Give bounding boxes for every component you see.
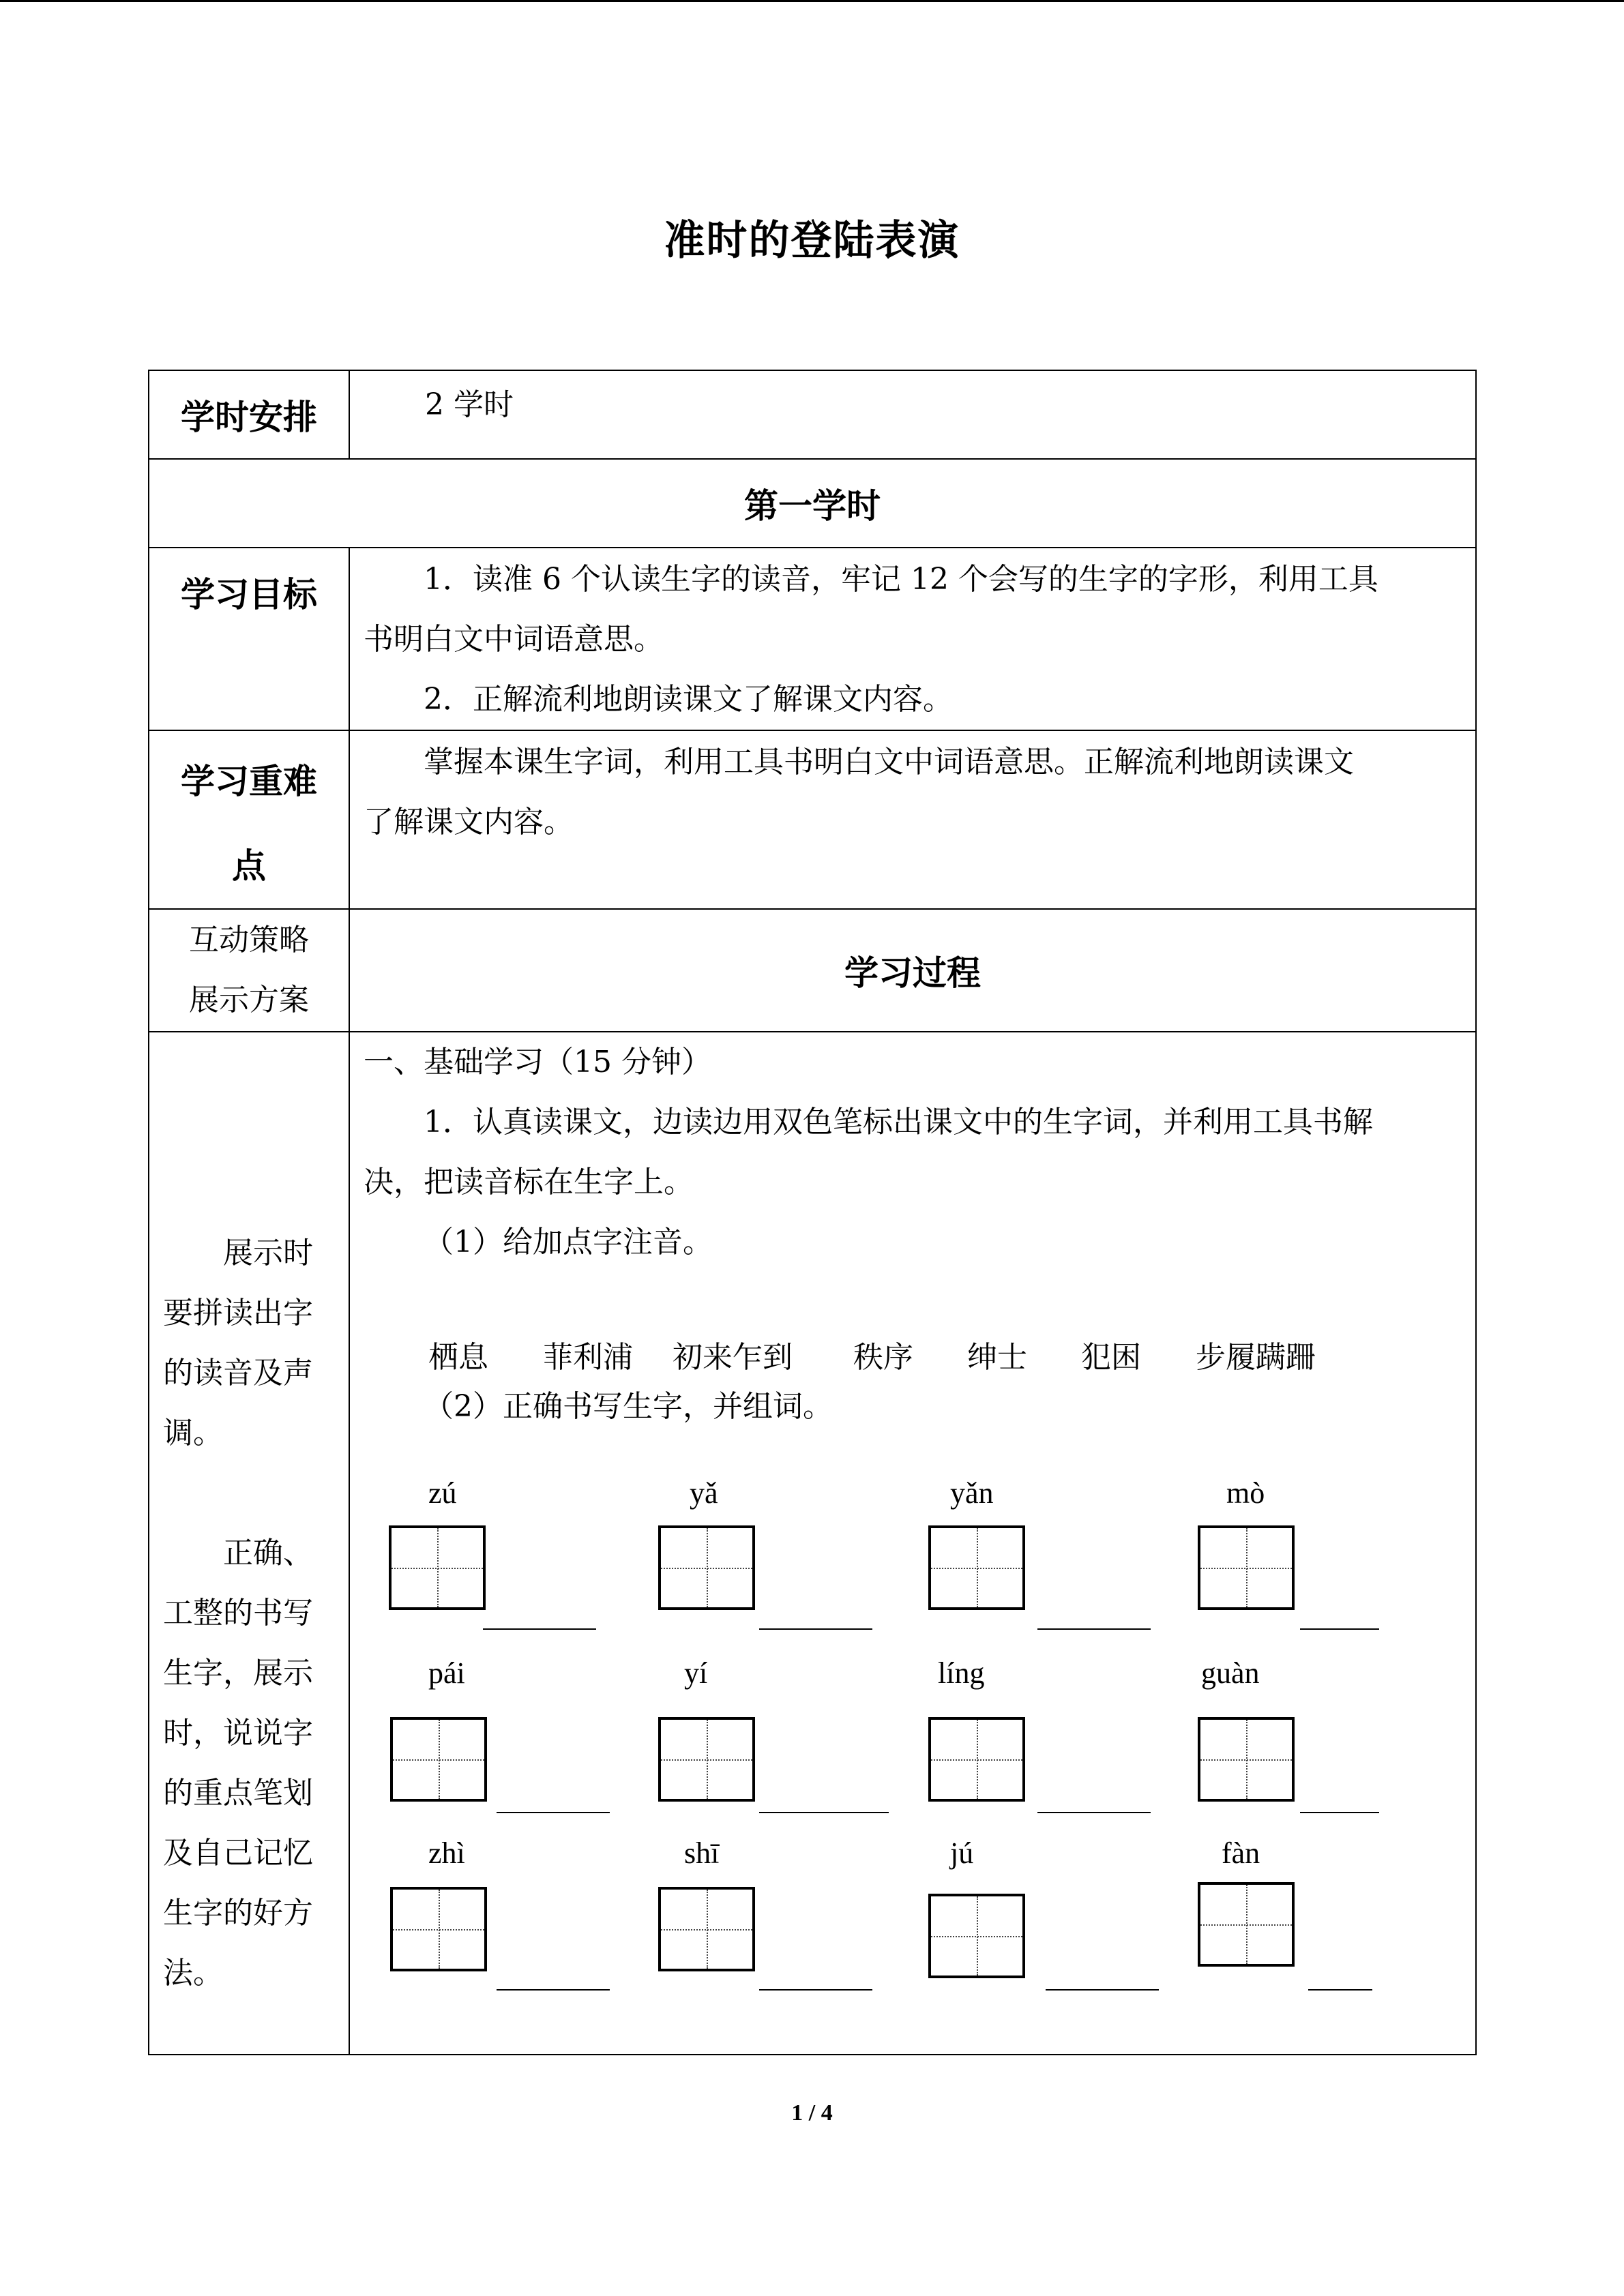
writing-box[interactable] [928, 1717, 1025, 1802]
page-number: 1 / 4 [791, 2100, 833, 2126]
process-step-1-cont: 决，把读音标在生字上。 [364, 1165, 694, 1199]
lesson-plan-table [148, 370, 1477, 2055]
left-notes-cell [149, 1032, 349, 2055]
word-blank[interactable] [1308, 1989, 1372, 1991]
word-blank[interactable] [1300, 1812, 1379, 1813]
pinyin-ling: líng [938, 1656, 985, 1690]
word-blank[interactable] [483, 1628, 596, 1630]
writing-box[interactable] [390, 1887, 487, 1971]
pinyin-guan: guàn [1201, 1656, 1260, 1690]
process-section-title: 一、基础学习（15 分钟） [364, 1045, 711, 1079]
key-points-row [149, 730, 1476, 909]
word-blank[interactable] [1037, 1812, 1151, 1813]
word-blank[interactable] [1046, 1989, 1159, 1991]
word-5: 绅士 [967, 1340, 1027, 1375]
word-3: 初来乍到 [673, 1340, 793, 1375]
schedule-value: 2 学时 [425, 387, 514, 422]
word-blank[interactable] [759, 1812, 889, 1813]
word-blank[interactable] [1037, 1628, 1151, 1630]
word-6: 犯困 [1081, 1340, 1141, 1375]
strategy-header-row [149, 909, 1476, 1032]
strategy-label: 互动策略 展示方案 [149, 909, 349, 1032]
writing-box[interactable] [1198, 1882, 1295, 1967]
process-step-1: 1．认真读课文，边读边用双色笔标出课文中的生字词，并利用工具书解 [424, 1105, 1373, 1139]
writing-box[interactable] [658, 1717, 755, 1802]
writing-box[interactable] [390, 1717, 487, 1802]
key-points-label: 学习重难 点 [149, 730, 349, 909]
process-sub-2: （2）正确书写生字，并组词。 [424, 1389, 833, 1424]
word-blank[interactable] [1300, 1628, 1379, 1630]
schedule-label: 学时安排 [149, 370, 349, 459]
pinyin-ju: jú [950, 1836, 974, 1870]
objectives-row [149, 548, 1476, 730]
word-1: 栖息 [428, 1340, 488, 1375]
word-blank[interactable] [759, 1989, 872, 1991]
session-heading: 第一学时 [149, 459, 1476, 548]
writing-box[interactable] [928, 1525, 1025, 1610]
objectives-label: 学习目标 [149, 548, 349, 730]
writing-box[interactable] [389, 1525, 486, 1610]
objective-1: 1．读准 6 个认读生字的读音，牢记 12 个会写的生字的字形，利用工具 [424, 562, 1378, 597]
pinyin-zu: zú [428, 1476, 457, 1510]
pinyin-yi: yí [684, 1656, 708, 1690]
objective-2: 2．正解流利地朗读课文了解课文内容。 [424, 682, 953, 717]
process-row [149, 1032, 1476, 2055]
page-title: 准时的登陆表演 [664, 217, 960, 265]
pinyin-pai: pái [428, 1656, 465, 1690]
page-top-border [0, 0, 1624, 2]
process-heading: 学习过程 [349, 909, 1476, 1032]
word-2: 菲利浦 [543, 1340, 633, 1375]
pinyin-mo: mò [1226, 1476, 1265, 1510]
session-row [149, 459, 1476, 548]
pinyin-shi: shī [684, 1836, 720, 1870]
pinyin-zhi: zhì [428, 1836, 465, 1870]
note-writing: 正确、 工整的书写 生字，展示 时，说说字 的重点笔划 及自己记忆 生字的好方 法。 [163, 1536, 313, 1991]
note-pronunciation: 展示时 要拼读出字 的读音及声 调。 [163, 1236, 313, 1450]
pinyin-yan: yǎn [950, 1476, 994, 1510]
word-blank[interactable] [759, 1628, 872, 1630]
process-cell [349, 1032, 1476, 2055]
word-blank[interactable] [497, 1989, 610, 1991]
schedule-row [149, 370, 1476, 459]
objective-1-cont: 书明白文中词语意思。 [364, 622, 664, 657]
word-blank[interactable] [497, 1812, 610, 1813]
writing-box[interactable] [658, 1525, 755, 1610]
pinyin-ya: yǎ [690, 1476, 718, 1510]
writing-box[interactable] [658, 1887, 755, 1971]
writing-box[interactable] [1198, 1525, 1295, 1610]
process-sub-1: （1）给加点字注音。 [424, 1225, 713, 1259]
key-points-text-cont: 了解课文内容。 [364, 805, 574, 839]
word-4: 秩序 [853, 1340, 913, 1375]
writing-box[interactable] [928, 1894, 1025, 1978]
writing-box[interactable] [1198, 1717, 1295, 1802]
key-points-text: 掌握本课生字词，利用工具书明白文中词语意思。正解流利地朗读课文 [424, 745, 1354, 779]
pinyin-fan: fàn [1222, 1836, 1260, 1870]
word-7: 步履蹒跚 [1196, 1340, 1316, 1375]
